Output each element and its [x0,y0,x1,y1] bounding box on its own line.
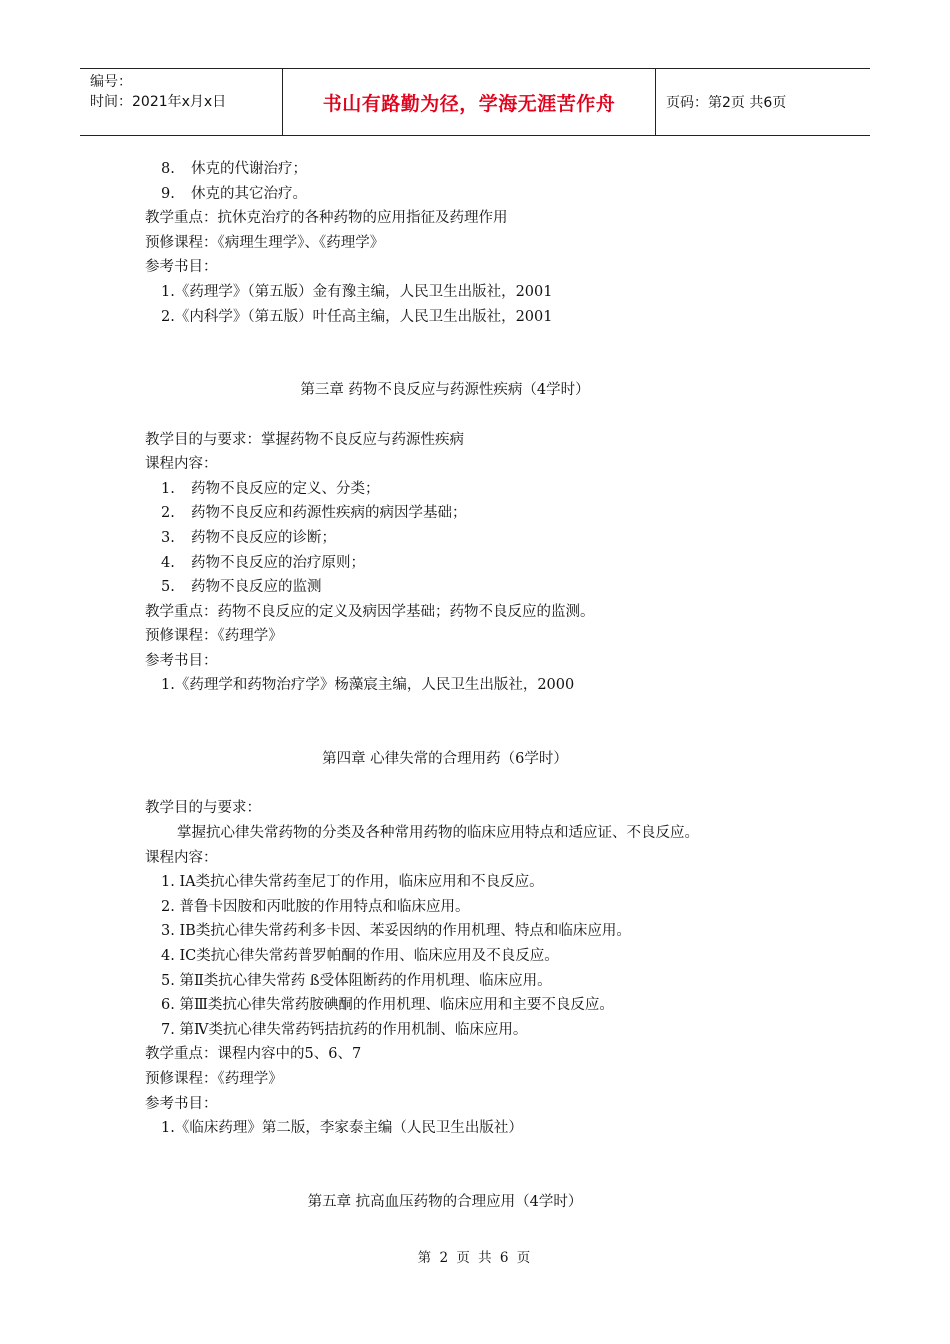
prerequisite: 预修课程：《药理学》 [145,1070,283,1087]
teaching-goal: 掌握抗心律失常药物的分类及各种常用药物的临床应用特点和适应证、不良反应。 [177,825,699,842]
list-item: 9. 休克的其它治疗。 [161,185,307,202]
references-label: 参考书目： [145,259,218,276]
header-motto-cell [282,69,656,135]
course-content-label: 课程内容： [145,849,218,866]
page-footer: 第 2 页 共 6 页 [417,1250,533,1266]
page-header [80,68,870,136]
key-point: 教学重点：抗休克治疗的各种药物的应用指征及药理作用 [145,210,508,227]
reference-item: 1.《药理学和药物治疗学》杨藻宸主编，人民卫生出版社，2000 [161,677,575,694]
list-item: 2. 普鲁卡因胺和丙吡胺的作用特点和临床应用。 [161,898,470,915]
reference-item: 1.《临床药理》第二版，李家泰主编（人民卫生出版社） [161,1120,523,1137]
list-item: 6. 第Ⅲ类抗心律失常药胺碘酮的作用机理、临床应用和主要不良反应。 [161,997,614,1014]
list-item: 3. 药物不良反应的诊断； [161,529,336,546]
list-item: 1. 药物不良反应的定义、分类； [161,480,380,497]
list-item: 1. IA类抗心律失常药奎尼丁的作用，临床应用和不良反应。 [161,874,544,891]
chapter-title: 第五章 抗高血压药物的合理应用（4学时） [307,1193,583,1210]
list-item: 4. 药物不良反应的治疗原则； [161,554,365,571]
header-page-label: 页码：第2页 共6页 [666,95,787,111]
reference-item: 1.《药理学》（第五版）金有豫主编，人民卫生出版社，2001 [161,283,553,300]
doc-number-label: 编号： [90,74,132,90]
key-point: 教学重点：课程内容中的5、6、7 [145,1046,362,1063]
list-item: 7. 第Ⅳ类抗心律失常药钙拮抗药的作用机制、临床应用。 [161,1021,528,1038]
reference-item: 2.《内科学》（第五版）叶任高主编，人民卫生出版社，2001 [161,308,553,325]
course-content-label: 课程内容： [145,456,218,473]
header-page-cell [656,69,870,135]
document-body [145,157,845,1215]
list-item: 3. IB类抗心律失常药利多卡因、苯妥因纳的作用机理、特点和临床应用。 [161,923,631,940]
chapter-title: 第三章 药物不良反应与药源性疾病（4学时） [300,382,590,399]
list-item: 5. 药物不良反应的监测 [161,579,322,596]
list-item: 4. IC类抗心律失常药普罗帕酮的作用、临床应用及不良反应。 [161,948,559,964]
header-meta [80,69,282,135]
list-item: 5. 第Ⅱ类抗心律失常药 ß受体阻断药的作用机理、临床应用。 [161,972,552,989]
references-label: 参考书目： [145,652,218,669]
doc-time-label: 时间：2021年x月x日 [90,94,227,110]
key-point: 教学重点：药物不良反应的定义及病因学基础；药物不良反应的监测。 [145,603,595,620]
teaching-goal: 教学目的与要求：掌握药物不良反应与药源性疾病 [145,431,464,448]
header-motto: 书山有路勤为径，学海无涯苦作舟 [322,92,616,115]
prerequisite: 预修课程：《病理生理学》、《药理学》 [145,234,385,251]
prerequisite: 预修课程：《药理学》 [145,628,283,645]
list-item: 2. 药物不良反应和药源性疾病的病因学基础； [161,505,467,522]
references-label: 参考书目： [145,1095,218,1112]
chapter-title: 第四章 心律失常的合理用药（6学时） [322,751,568,768]
list-item: 8. 休克的代谢治疗； [161,161,307,177]
teaching-goal-label: 教学目的与要求： [145,800,261,817]
